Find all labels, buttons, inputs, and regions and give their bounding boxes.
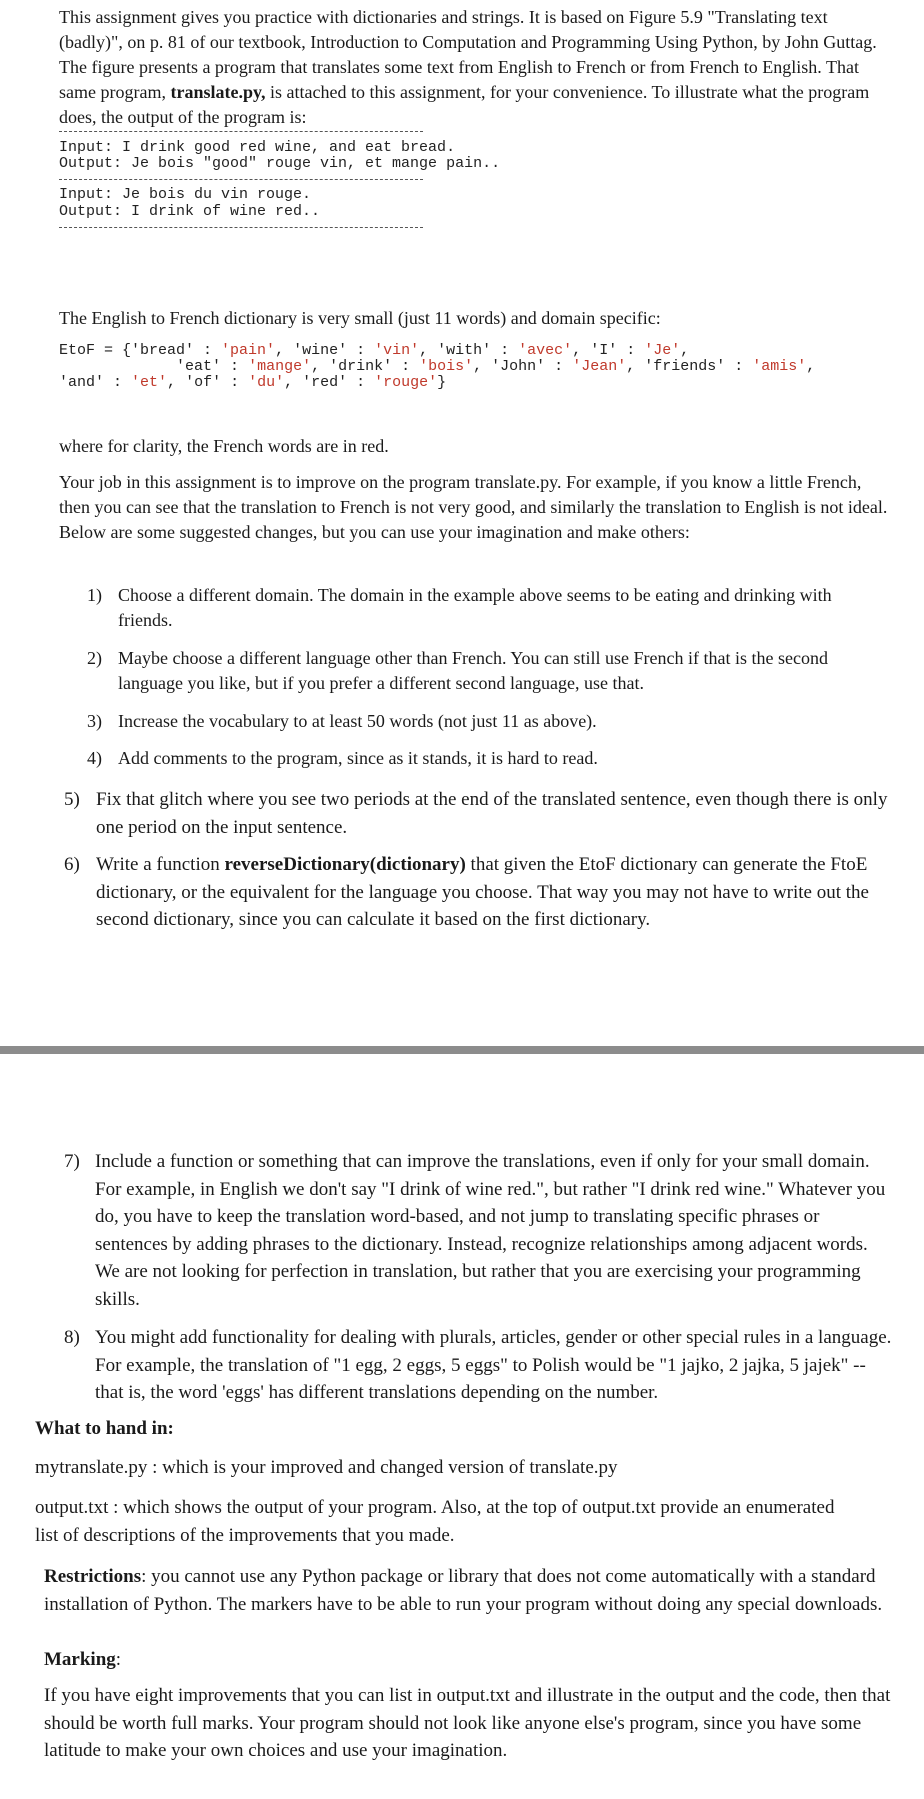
list-item-number: 6) bbox=[64, 854, 80, 875]
dict-value: 'Je' bbox=[644, 342, 681, 359]
dict-key: 'John' bbox=[491, 358, 546, 375]
dict-suffix: } bbox=[437, 374, 447, 391]
restrictions-paragraph bbox=[44, 1563, 894, 1618]
list-item-text: You might add functionality for dealing with plurals, articles, gender or other special rules in a language. For example, the translation of "1 egg, 2 eggs, 5 eggs" to Polish would be "1 jajko, 2 jajka, 5 jajek" -- that is, the word 'eggs' has different translations depending on the number. bbox=[95, 1327, 892, 1403]
dict-value: 'amis' bbox=[752, 358, 807, 375]
list-item-number: 4) bbox=[87, 748, 102, 768]
dictionary-code: EtoF = {'bread' : 'pain', 'wine' : 'vin', 'with' : 'avec', 'I' : 'Je', 'eat' : 'mange', 'drink' : 'bois', 'John' : 'Jean', 'friends' : 'amis', 'and' : 'et', 'of' : 'du', 'red' : 'rouge'} bbox=[59, 342, 816, 391]
document-page-2 bbox=[0, 1054, 924, 1799]
dict-value: 'et' bbox=[131, 374, 168, 391]
dict-key: 'friends' bbox=[644, 358, 726, 375]
list-item-text: Fix that glitch where you see two periods at the end of the translated sentence, even though there is only one period on the input sentence. bbox=[96, 789, 888, 838]
list-item-text: that given the EtoF dictionary can generate the FtoE dictionary, or the equivalent for the language you choose. That way you may not have to write out the second dictionary, since you can calculate it based on the first dictionary. bbox=[96, 854, 869, 930]
dict-value: 'pain' bbox=[221, 342, 276, 359]
dict-key: 'with' bbox=[437, 342, 492, 359]
output-divider bbox=[59, 131, 423, 132]
list-item-number: 8) bbox=[64, 1327, 80, 1348]
list-item-text: Maybe choose a different language other than French. You can still use French if that is the second language you like, but if you prefer a different second language, use that. bbox=[118, 648, 828, 693]
dict-key: 'wine' bbox=[293, 342, 348, 359]
output-line-1: Input: I drink good red wine, and eat bread. bbox=[59, 139, 456, 156]
dict-key: 'bread' bbox=[131, 342, 195, 359]
page-break bbox=[0, 1046, 924, 1054]
list-item-number: 2) bbox=[87, 648, 102, 668]
intro-text-1: This assignment gives you practice with dictionaries and strings. It is based on Figure 5.9 "Translating text (badly)", on p. 81 of our textbook, Introduction to Computation and Programming Using Python, by John Guttag. The figure presents a program that translates some text from English to French or from French to English. That same program, bbox=[59, 7, 877, 102]
function-name: reverseDictionary(dictionary) bbox=[224, 854, 466, 875]
marking-paragraph: If you have eight improvements that you can list in output.txt and illustrate in the output and the code, then that should be worth full marks. Your program should not look like anyone else's program, since you have some latitude to make your own choices and use your imagination. bbox=[44, 1685, 891, 1761]
dict-key: 'eat' bbox=[176, 358, 222, 375]
restrictions-label: Restrictions bbox=[44, 1566, 142, 1587]
output-divider bbox=[59, 179, 423, 180]
marking-label: Marking bbox=[44, 1649, 116, 1670]
output-line-3: Input: Je bois du vin rouge. bbox=[59, 186, 312, 203]
output-line-4: Output: I drink of wine red.. bbox=[59, 203, 321, 220]
dictionary-intro: The English to French dictionary is very small (just 11 words) and domain specific: bbox=[59, 308, 661, 328]
job-paragraph: Your job in this assignment is to improve on the program translate.py. For example, if you know a little French, then you can see that the translation to French is not very good, and similarly the translation to English is not ideal. Below are some suggested changes, but you can use your imagination and make others: bbox=[59, 472, 888, 542]
list-item-text: Add comments to the program, since as it stands, it is hard to read. bbox=[118, 748, 598, 768]
list-item-number: 7) bbox=[64, 1151, 80, 1172]
dict-key: 'red' bbox=[302, 374, 348, 391]
list-item-text: Choose a different domain. The domain in the example above seems to be eating and drinking with friends. bbox=[118, 585, 832, 630]
dict-key: 'and' bbox=[59, 374, 105, 391]
marking-heading bbox=[44, 1646, 904, 1674]
intro-text-2: is attached to this assignment, for your convenience. To illustrate what the program does, the output of the program is: bbox=[59, 82, 870, 127]
hand-in-heading: What to hand in: bbox=[35, 1418, 174, 1439]
hand-in-file-2: output.txt : which shows the output of your program. Also, at the top of output.txt provide an enumerated list of descriptions of the improvements that you made. bbox=[35, 1497, 835, 1546]
hand-in-file-1: mytranslate.py : which is your improved and changed version of translate.py bbox=[35, 1457, 618, 1478]
dict-value: 'vin' bbox=[374, 342, 420, 359]
intro-filename: translate.py, bbox=[170, 82, 266, 102]
dict-value: 'bois' bbox=[419, 358, 474, 375]
dict-value: 'avec' bbox=[518, 342, 573, 359]
output-line-2: Output: Je bois "good" rouge vin, et mange pain.. bbox=[59, 155, 501, 172]
clarity-note: where for clarity, the French words are in red. bbox=[59, 436, 389, 456]
list-item-number: 1) bbox=[87, 585, 102, 605]
restrictions-text: : you cannot use any Python package or library that does not come automatically with a standard installation of Python. The markers have to be able to run your program without doing any special downloads. bbox=[44, 1566, 883, 1615]
list-item-text: Write a function bbox=[96, 854, 225, 875]
dict-value: 'Jean' bbox=[572, 358, 627, 375]
dict-prefix: EtoF = { bbox=[59, 342, 132, 359]
dict-value: 'du' bbox=[248, 374, 285, 391]
list-item-text: Increase the vocabulary to at least 50 words (not just 11 as above). bbox=[118, 711, 597, 731]
intro-paragraph bbox=[59, 5, 889, 130]
dict-value: 'mange' bbox=[248, 358, 312, 375]
dict-key: 'I' bbox=[590, 342, 618, 359]
dict-key: 'drink' bbox=[329, 358, 393, 375]
list-item-text: Include a function or something that can improve the translations, even if only for your small domain. For example, in English we don't say "I drink of wine red.", but rather "I drink red wine." Whatever you do, you have to keep the translation word-based, and not jump to translating specific phrases or sentences by adding phrases to the dictionary. Instead, recognize relationships among adjacent words. We are not looking for perfection in translation, but rather that you are exercising your programming skills. bbox=[95, 1151, 886, 1310]
list-item-number: 5) bbox=[64, 789, 80, 810]
dict-value: 'rouge' bbox=[374, 374, 438, 391]
marking-colon: : bbox=[115, 1649, 122, 1670]
output-divider bbox=[59, 227, 423, 228]
list-item-number: 3) bbox=[87, 711, 102, 731]
dict-key: 'of' bbox=[185, 374, 222, 391]
